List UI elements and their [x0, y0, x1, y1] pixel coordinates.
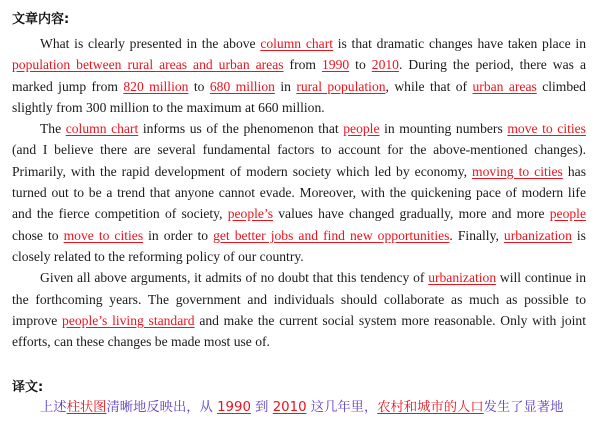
highlighted-phrase: 2010	[272, 400, 307, 415]
highlighted-phrase: 柱状图	[66, 400, 107, 415]
text-segment: is closely related to the reforming policy of our country.	[12, 227, 586, 264]
text-segment: informs us of the phenomenon that	[138, 121, 344, 137]
text-segment: chose to	[12, 227, 64, 243]
text-segment: . Finally,	[449, 227, 504, 243]
highlighted-phrase: people’s	[227, 206, 274, 222]
highlighted-phrase: column chart	[260, 36, 334, 51]
text-segment: in mounting numbers	[379, 121, 508, 137]
text-segment: 清晰地反映出，从	[106, 400, 218, 415]
highlighted-phrase: 1990	[321, 57, 350, 73]
highlighted-phrase: 820 million	[123, 78, 189, 94]
highlighted-phrase: people	[343, 121, 380, 137]
text-segment: The	[40, 121, 66, 137]
text-segment: 这几年里，	[306, 400, 378, 415]
highlighted-phrase: 农村和城市的人口	[377, 400, 484, 415]
highlighted-phrase: people	[549, 206, 586, 222]
text-segment: in	[274, 78, 297, 94]
highlighted-phrase: urban areas	[472, 78, 537, 94]
paragraph-1	[12, 33, 586, 118]
text-segment: 发生了显著地	[483, 400, 564, 415]
paragraph-2	[12, 118, 586, 267]
text-segment: . During the period, there was a marked jump from	[12, 57, 586, 94]
text-segment: Given all above arguments, it admits of no doubt that this tendency of	[40, 270, 429, 286]
translation-line	[40, 396, 595, 415]
text-segment: to	[188, 78, 210, 94]
highlighted-phrase: rural population	[296, 78, 386, 94]
text-segment: What is clearly presented in the above	[40, 36, 261, 51]
text-segment: and make the current social system more reasonable. Only with joint efforts, can these changes be made most use of.	[12, 312, 587, 350]
highlighted-phrase: people’s living standard	[62, 312, 195, 328]
text-segment: 到	[250, 400, 273, 415]
text-segment: will continue in the forthcoming years. The government and individuals should collaborate as much as possible to improve	[12, 270, 586, 328]
text-segment: (and I believe there are several fundamental factors to account for the above-mentioned changes). Primarily, with the rapid development of modern society which led by economy,	[12, 142, 586, 179]
highlighted-phrase: move to cities	[507, 121, 586, 137]
highlighted-phrase: population between rural areas and urban areas	[12, 57, 284, 73]
essay-body	[12, 33, 586, 352]
translation-heading: 译文:	[12, 380, 44, 395]
highlighted-phrase: 680 million	[209, 78, 275, 94]
highlighted-phrase: 1990	[217, 400, 251, 415]
text-segment: from	[283, 57, 322, 73]
highlighted-phrase: moving to cities	[472, 163, 563, 179]
text-segment: to	[349, 57, 372, 73]
highlighted-phrase: get better jobs and find new opportunities	[213, 227, 450, 243]
text-segment: values have changed gradually, more and more	[273, 206, 550, 222]
highlighted-phrase: urbanization	[503, 227, 572, 243]
highlighted-phrase: column chart	[65, 121, 139, 137]
highlighted-phrase: urbanization	[428, 270, 497, 286]
highlighted-phrase: 2010	[371, 57, 399, 73]
text-segment: in order to	[143, 227, 214, 243]
text-segment: , while that of	[385, 78, 473, 94]
text-segment: is that dramatic changes have taken place in	[333, 36, 586, 51]
text-segment: climbed slightly from 300 million to the maximum at 660 million.	[12, 78, 586, 115]
text-segment: 上述	[40, 400, 67, 415]
paragraph-3	[12, 267, 586, 352]
content-heading: 文章内容:	[12, 12, 70, 27]
text-segment: has turned out to be a trend that anyone cannot evade. Moreover, with the quickening pace of modern life and the fierce competition of society,	[12, 163, 586, 222]
highlighted-phrase: move to cities	[63, 227, 144, 243]
